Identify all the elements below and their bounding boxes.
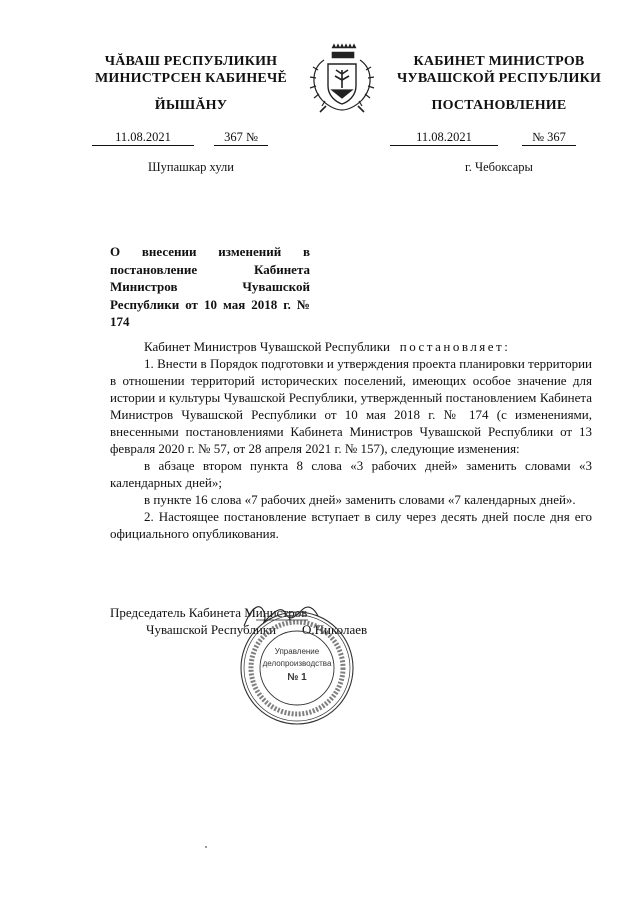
header-right-line1: КАБИНЕТ МИНИСТРОВ <box>413 54 585 69</box>
header-left-line2: МИНИСТРСЕН КАБИНЕЧĚ <box>95 71 287 86</box>
header-right-number: № 367 <box>522 130 576 146</box>
stamp-line3: № 1 <box>287 672 307 683</box>
sub-item-2: в пункте 16 слова «7 рабочих дней» заменить словами «7 календарных дней». <box>144 492 576 507</box>
header-left-line1: ЧĂВАШ РЕСПУБЛИКИН <box>104 54 278 69</box>
item-1: 1. Внести в Порядок подготовки и утверждения проекта планировки территории в отношении территорий исторических поселений, имеющих особое значение для истории и культуры Чувашской Республики, утвержденный постановлением Кабинета Министров Чувашской Республики от 10 мая 2018 г. № 174 (с изменениями, внесенными постановлениями Кабинета Министров Чувашской Республики от 13 февраля 2020 г. № 57, от 28 апреля 2021 г. № 157), следующие изменения: <box>110 356 592 456</box>
document-body <box>110 338 592 542</box>
signatory-name: О.Николаев <box>302 622 368 637</box>
header-right-place: г. Чебоксары <box>465 160 533 174</box>
intro-subject: Кабинет Министров Чувашской Республики <box>144 339 390 354</box>
item-2: 2. Настоящее постановление вступает в силу через десять дней после дня его официального опубликования. <box>110 509 592 541</box>
header-right-doc-type: ПОСТАНОВЛЕНИЕ <box>431 98 567 113</box>
intro-paragraph <box>110 338 592 355</box>
header-left-place: Шупашкар хули <box>148 160 234 174</box>
header-left-date: 11.08.2021 <box>92 130 194 146</box>
coat-of-arms-icon <box>302 42 382 114</box>
stamp-line1: Управление <box>274 647 320 656</box>
header-left-number: 367 № <box>214 130 268 146</box>
signature-title-line1: Председатель Кабинета Министров <box>110 605 308 620</box>
scan-dot <box>205 846 207 848</box>
header-left-doc-type: ЙЫШĂНУ <box>154 98 228 113</box>
header-right-date: 11.08.2021 <box>390 130 498 146</box>
sub-item-1: в абзаце втором пункта 8 слова «3 рабочих дней» заменить словами «3 календарных дней»; <box>110 458 592 490</box>
document-title: О внесении изменений в постановление Кабинета Министров Чувашской Республики от 10 мая 2018 г. № 174 <box>110 244 310 329</box>
official-stamp <box>238 610 356 726</box>
header-right-org <box>386 53 612 87</box>
header-left-org <box>88 53 294 87</box>
stamp-line2: делопроизводства <box>262 659 332 668</box>
header-right-line2: ЧУВАШСКОЙ РЕСПУБЛИКИ <box>396 71 602 86</box>
signature-title-line2: Чувашской Республики <box>146 622 277 637</box>
intro-verb: постановляет: <box>399 339 511 354</box>
